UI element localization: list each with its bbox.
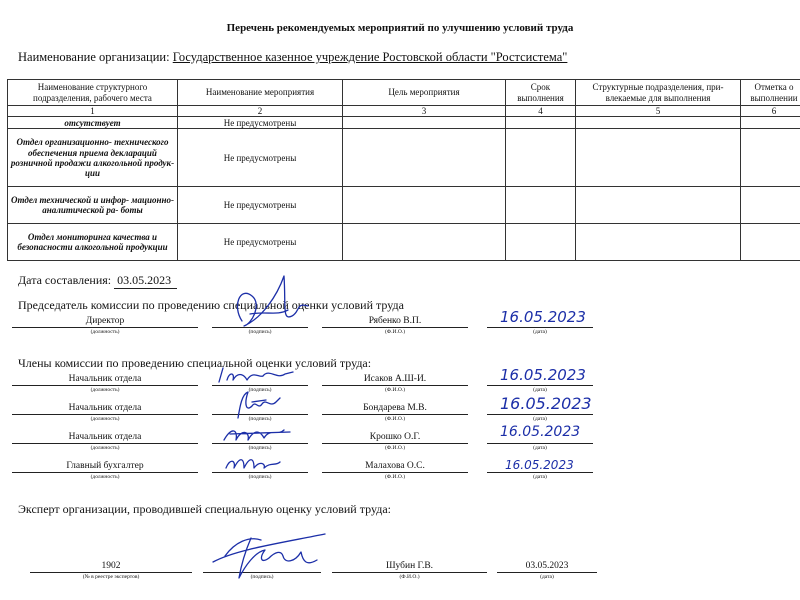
table-row [8, 224, 800, 261]
caption-fio: (Ф.И.О.) [384, 387, 406, 393]
caption-date: (дата) [533, 329, 547, 335]
row-unit: Отдел мониторинга качества и безопасности алкогольной продукции [8, 224, 178, 261]
caption-signature: (подпись) [250, 574, 274, 580]
row-measure: Не предусмотрены [178, 187, 343, 224]
caption-fio: (Ф.И.О.) [399, 574, 420, 580]
measures-table [7, 79, 800, 261]
col-number: 2 [178, 106, 343, 117]
caption-fio: (Ф.И.О.) [384, 329, 406, 335]
chairman-date-handwritten: 16.05.2023 [500, 308, 586, 326]
member-position: Главный бухгалтер [12, 460, 198, 473]
caption-signature: (подпись) [248, 387, 272, 393]
organization-name: Государственное казенное учреждение Ростовской области "Ростсистема" [172, 50, 568, 64]
members-heading: Члены комиссии по проведению специальной оценки условий труда: [18, 356, 372, 370]
chairman-heading: Председатель комиссии по проведению специальной оценки условий труда [18, 298, 404, 312]
row-unit: отсутствует [8, 117, 178, 129]
member-position: Начальник отдела [12, 373, 198, 386]
caption-date: (дата) [540, 574, 554, 580]
caption-fio: (Ф.И.О.) [384, 445, 406, 451]
member-signature [215, 362, 305, 386]
member-name: Исаков А.Ш-И. [322, 373, 468, 386]
expert-heading: Эксперт организации, проводившей специальную оценку условий труда: [18, 502, 391, 516]
caption-position: (должность) [90, 474, 120, 480]
compiled-date-value: 03.05.2023 [114, 273, 177, 289]
table-number-row [8, 106, 800, 117]
organization-line [18, 50, 567, 65]
expert-date: 03.05.2023 [497, 560, 597, 573]
caption-position: (должность) [90, 416, 120, 422]
caption-position: (должность) [90, 387, 120, 393]
table-row [8, 117, 800, 129]
member-signature [232, 388, 292, 422]
compiled-date-line [18, 273, 177, 289]
col-header-departments: Структурные подразделения, при- влекаемые для выполнения [576, 80, 741, 106]
caption-date: (дата) [533, 416, 547, 422]
expert-name: Шубин Г.В. [332, 560, 487, 573]
member-date-handwritten: 16.05.2023 [500, 424, 581, 440]
table-row [8, 187, 800, 224]
member-name: Бондарева М.В. [322, 402, 468, 415]
chairman-name: Рябенко В.П. [322, 315, 468, 328]
chairman-position: Директор [12, 315, 198, 328]
member-name: Малахова О.С. [322, 460, 468, 473]
col-number: 6 [741, 106, 800, 117]
caption-position: (должность) [90, 445, 120, 451]
col-header-unit: Наименование структурного подразделения, рабочего места [8, 80, 178, 106]
caption-fio: (Ф.И.О.) [384, 474, 406, 480]
caption-fio: (Ф.И.О.) [384, 416, 406, 422]
caption-position: (должность) [90, 329, 120, 335]
row-measure: Не предусмотрены [178, 224, 343, 261]
caption-signature: (подпись) [248, 416, 272, 422]
col-header-completion: Отметка о выполнении [741, 80, 800, 106]
caption-registry: (№ в реестре экспертов) [82, 574, 140, 580]
col-number: 4 [506, 106, 576, 117]
table-row [8, 129, 800, 187]
row-measure: Не предусмотрены [178, 129, 343, 187]
table-header-row [8, 80, 800, 106]
member-date-handwritten: 16.05.2023 [500, 394, 592, 413]
caption-signature: (подпись) [248, 445, 272, 451]
chairman-signature [222, 266, 312, 336]
expert-signature [205, 522, 335, 582]
organization-label: Наименование организации: [18, 50, 170, 64]
caption-date: (дата) [533, 387, 547, 393]
row-unit: Отдел технической и инфор- мационно-аналитической ра- боты [8, 187, 178, 224]
member-signature [220, 422, 300, 446]
row-unit: Отдел организационно- технического обеспечения приема деклараций розничной продажи алкогольной продук- ции [8, 129, 178, 187]
member-position: Начальник отдела [12, 431, 198, 444]
document-title: Перечень рекомендуемых мероприятий по улучшению условий труда [226, 22, 574, 34]
caption-signature: (подпись) [248, 474, 272, 480]
col-header-deadline: Срок выполнения [506, 80, 576, 106]
col-header-measure: Наименование мероприятия [178, 80, 343, 106]
caption-signature: (подпись) [248, 329, 272, 335]
member-signature [222, 452, 292, 474]
member-date-handwritten: 16.05.2023 [500, 366, 586, 384]
col-header-goal: Цель мероприятия [343, 80, 506, 106]
member-date-handwritten: 16.05.2023 [505, 458, 574, 472]
expert-registry-number: 1902 [30, 560, 192, 573]
caption-date: (дата) [533, 474, 547, 480]
compiled-date-label: Дата составления: [18, 273, 112, 287]
col-number: 3 [343, 106, 506, 117]
col-number: 5 [576, 106, 741, 117]
member-position: Начальник отдела [12, 402, 198, 415]
col-number: 1 [8, 106, 178, 117]
caption-date: (дата) [533, 445, 547, 451]
row-measure: Не предусмотрены [178, 117, 343, 129]
member-name: Крошко О.Г. [322, 431, 468, 444]
